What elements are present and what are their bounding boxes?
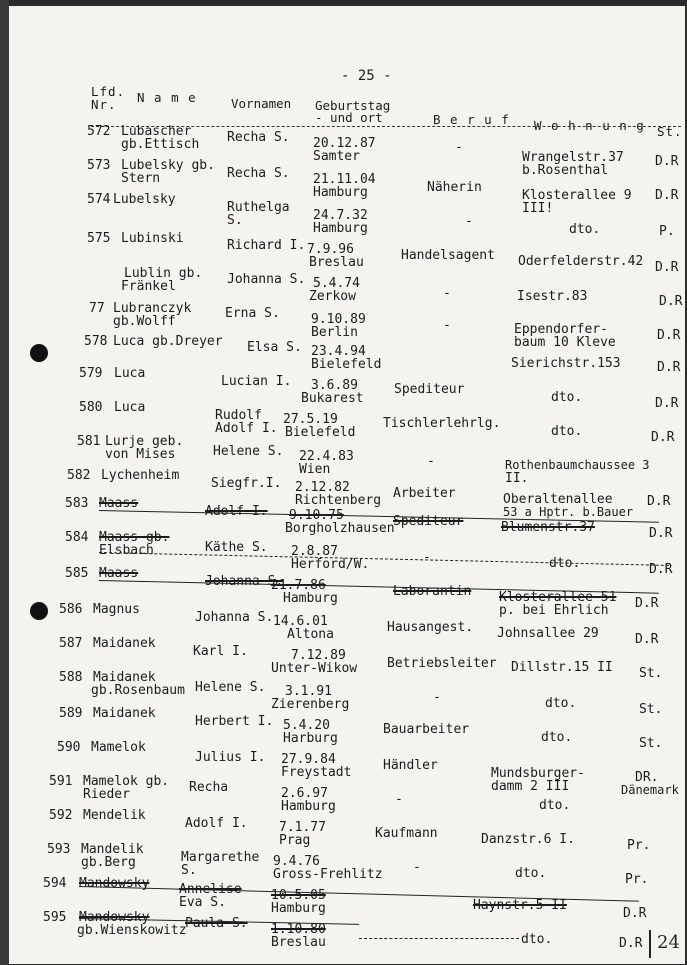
row-name: Mendelik xyxy=(83,808,146,823)
row-beruf: - xyxy=(465,214,473,229)
row-place: Hamburg xyxy=(281,799,336,814)
row-st: D.R xyxy=(657,328,681,343)
row-st: D.R xyxy=(655,396,679,411)
row-wohnung-2: II. xyxy=(505,471,529,486)
header-geburtstag: Geburtstag xyxy=(315,98,391,113)
row-nr: 581 xyxy=(77,434,101,449)
row-wohnung-2: III! xyxy=(522,201,554,216)
row-wohnung: dto. xyxy=(521,932,553,947)
row-wohnung: Oberaltenallee xyxy=(503,492,613,507)
row-date: 20.12.87 xyxy=(313,136,376,151)
row-date: 24.7.32 xyxy=(313,208,368,223)
row-name: Lubinski xyxy=(121,231,184,246)
row-nr: 586 xyxy=(59,602,83,617)
row-nr: 588 xyxy=(59,670,83,685)
row-vorname: Johanna S. xyxy=(227,272,306,287)
row-st-2: Dänemark xyxy=(621,783,679,797)
row-wohnung: Isestr.83 xyxy=(517,289,588,304)
row-vorname: Recha xyxy=(189,780,229,795)
document-page xyxy=(9,6,685,964)
row-name-2: Elsbach xyxy=(99,543,154,558)
row-nr: 573 xyxy=(87,158,111,173)
row-vorname: Ruthelga xyxy=(227,200,290,215)
row-nr: 584 xyxy=(65,530,89,545)
row-name: Mandowsky xyxy=(79,876,150,891)
row-beruf: - xyxy=(455,140,463,155)
row-wohnung: Klosterallee 9 xyxy=(522,188,632,203)
row-vorname: Lucian I. xyxy=(221,374,292,389)
row-name: Maidanek xyxy=(93,670,156,685)
row-name: Magnus xyxy=(93,602,140,617)
row-beruf: Bauarbeiter xyxy=(383,722,470,737)
row-wohnung-2: baum 10 Kleve xyxy=(514,335,616,350)
row-date: 1.10.80 xyxy=(271,922,326,937)
row-place: Borgholzhausen xyxy=(285,521,395,536)
row-name-2: Stern xyxy=(121,171,161,186)
row-place: Hamburg xyxy=(313,221,368,236)
header-vornamen: Vornamen xyxy=(231,96,292,111)
strike-through-line xyxy=(79,886,639,902)
row-date: 2.8.87 xyxy=(291,544,338,559)
row-nr: 574 xyxy=(87,192,111,207)
punch-hole xyxy=(30,344,48,362)
row-vorname: Annelise xyxy=(179,882,242,897)
row-wohnung: dto. xyxy=(569,222,601,237)
row-st: D.R xyxy=(647,494,671,509)
row-wohnung: Rothenbaumchaussee 3 xyxy=(505,458,650,472)
row-date: 2.12.82 xyxy=(295,480,350,495)
row-beruf: Kaufmann xyxy=(375,826,438,841)
row-vorname-2: S. xyxy=(181,863,197,878)
punch-hole xyxy=(30,602,48,620)
row-vorname-2: S. xyxy=(227,213,243,228)
row-st: D.R xyxy=(659,294,683,309)
row-vorname: Adolf I. xyxy=(185,816,248,831)
header-und-ort: - und ort xyxy=(315,110,383,125)
row-name-2: Rieder xyxy=(83,787,130,802)
row-beruf: - xyxy=(443,318,451,333)
row-name: Lubranczyk xyxy=(113,301,192,316)
row-name: Lubelsky gb. xyxy=(121,158,215,173)
row-place: Richtenberg xyxy=(295,493,382,508)
row-date: 22.4.83 xyxy=(299,449,354,464)
row-wohnung: Klosterallee 51 xyxy=(499,590,617,605)
row-name-2: Fränkel xyxy=(121,279,176,294)
row-beruf: Händler xyxy=(383,758,438,773)
row-wohnung: dto. xyxy=(549,556,581,571)
row-nr: 590 xyxy=(57,740,81,755)
row-beruf: - xyxy=(427,454,435,469)
row-date: 3.1.91 xyxy=(285,684,332,699)
row-name-2: gb.Wienskowitz xyxy=(77,923,187,938)
row-beruf: Spediteur xyxy=(394,382,465,397)
row-name: Mamelok gb. xyxy=(83,774,170,789)
row-vorname: Elsa S. xyxy=(247,340,302,355)
row-date: 7.12.89 xyxy=(291,648,346,663)
row-wohnung: dto. xyxy=(539,798,571,813)
row-name: Lurje geb. xyxy=(105,434,184,449)
row-place: Bielefeld xyxy=(285,425,356,440)
row-place: Hamburg xyxy=(283,591,338,606)
row-st: Pr. xyxy=(627,838,651,853)
row-vorname: Karl I. xyxy=(193,644,248,659)
header-wohnung: W o h n u n g xyxy=(534,118,645,133)
row-st: D.R xyxy=(655,188,679,203)
row-date: 9.10.89 xyxy=(311,312,366,327)
row-nr: 583 xyxy=(65,496,89,511)
row-vorname: Helene S. xyxy=(195,680,266,695)
row-place: Breslau xyxy=(309,255,364,270)
row-name: Lychenheim xyxy=(101,468,180,483)
row-date: 9.10.75 xyxy=(289,508,344,523)
row-name-2: gb.Ettisch xyxy=(121,137,200,152)
header-st: St. xyxy=(657,124,683,139)
row-name: Maass xyxy=(99,566,139,581)
row-st: St. xyxy=(639,736,663,751)
row-st: St. xyxy=(639,666,663,681)
row-beruf: Spediteur xyxy=(393,514,464,529)
row-place: Bielefeld xyxy=(311,357,382,372)
row-place: Harburg xyxy=(283,731,338,746)
row-wohnung-2: damm 2 III xyxy=(491,779,570,794)
row-beruf: Arbeiter xyxy=(393,486,456,501)
row-date: 9.4.76 xyxy=(273,854,320,869)
row-name-2: gb.Wolff xyxy=(113,314,176,329)
row-st: D.R xyxy=(655,154,679,169)
row-beruf: - xyxy=(443,286,451,301)
row-beruf: Näherin xyxy=(427,180,482,195)
row-wohnung-2: p. bei Ehrlich xyxy=(499,603,609,618)
row-place: Bukarest xyxy=(301,391,364,406)
row-nr: 77 xyxy=(89,301,105,316)
row-st: St. xyxy=(639,702,663,717)
row-place: Hamburg xyxy=(271,901,326,916)
header-name: N a m e xyxy=(137,90,197,105)
row-date: 21.11.04 xyxy=(313,172,376,187)
row-name: Mandelik xyxy=(81,842,144,857)
row-name: Mandowsky xyxy=(79,910,150,925)
header-lfd: Lfd. xyxy=(91,84,126,99)
row-vorname: Siegfr.I. xyxy=(211,476,282,491)
row-wohnung: Oderfelderstr.42 xyxy=(518,254,644,269)
row-nr: 587 xyxy=(59,636,83,651)
row-place: Unter-Wikow xyxy=(271,661,358,676)
row-vorname: Johanna S. xyxy=(195,610,274,625)
row-st: D.R xyxy=(649,526,673,541)
row-beruf: - xyxy=(423,550,431,565)
row-st: D.R xyxy=(619,936,643,951)
row-wohnung-2: 53 a Hptr. b.Bauer xyxy=(503,505,634,519)
row-place: Breslau xyxy=(271,935,326,950)
row-place: Samter xyxy=(313,149,360,164)
row-name: Lubascher xyxy=(121,124,192,139)
row-nr: 572 xyxy=(87,124,111,139)
row-beruf: Betriebsleiter xyxy=(387,656,497,671)
strike-through-line xyxy=(99,580,659,594)
row-wohnung: Haynstr.5 II xyxy=(473,898,567,913)
row-beruf: Handelsagent xyxy=(401,248,495,263)
row-nr: 592 xyxy=(49,808,73,823)
row-st: Pr. xyxy=(625,872,649,887)
row-vorname: Julius I. xyxy=(195,750,266,765)
row-beruf: - xyxy=(433,690,441,705)
row-vorname: Käthe S. xyxy=(205,540,268,555)
row-date: 10.5.05 xyxy=(271,888,326,903)
row-place: Freystadt xyxy=(281,765,352,780)
row-name: Luca xyxy=(114,366,146,381)
handwritten-page-note: 24 xyxy=(657,932,680,953)
row-vorname-2: Adolf I. xyxy=(215,421,278,436)
row-vorname: Rudolf xyxy=(215,408,262,423)
row-st: D.R xyxy=(657,360,681,375)
row-wohnung: dto. xyxy=(541,730,573,745)
row-name: Luca gb.Dreyer xyxy=(113,334,223,349)
row-name-2: gb.Berg xyxy=(81,855,136,870)
row-nr: 594 xyxy=(43,876,67,891)
row-date: 3.6.89 xyxy=(311,378,358,393)
row-vorname: Richard I. xyxy=(227,238,306,253)
row-name: Maass gb. xyxy=(99,530,170,545)
strike-through-line xyxy=(99,552,669,566)
row-wohnung-2: b.Rosenthal xyxy=(522,163,609,178)
row-vorname: Paula S. xyxy=(185,916,248,931)
row-nr: 593 xyxy=(47,842,71,857)
row-vorname: Recha S. xyxy=(227,130,290,145)
row-st: D.R xyxy=(655,260,679,275)
row-place: Zerkow xyxy=(309,289,356,304)
row-nr: 578 xyxy=(84,334,108,349)
row-nr: 589 xyxy=(59,706,83,721)
row-wohnung: dto. xyxy=(515,866,547,881)
row-nr: 580 xyxy=(79,400,103,415)
row-place: Gross-Frehlitz xyxy=(273,867,383,882)
row-beruf: Tischlerlehrlg. xyxy=(383,416,501,431)
header-nr: Nr. xyxy=(91,97,117,112)
row-place: Wien xyxy=(299,462,331,477)
row-date: 27.5.19 xyxy=(283,412,338,427)
row-place: Berlin xyxy=(311,325,358,340)
row-st: D.R xyxy=(651,430,675,445)
row-st: P. xyxy=(659,224,675,239)
row-name: Lublin gb. xyxy=(124,266,203,281)
row-nr: 579 xyxy=(79,366,103,381)
row-wohnung: Danzstr.6 I. xyxy=(481,832,575,847)
handwritten-stroke xyxy=(649,930,651,958)
row-name-2: von Mises xyxy=(105,447,176,462)
row-name-2: gb.Rosenbaum xyxy=(91,683,185,698)
row-vorname: Erna S. xyxy=(225,306,280,321)
row-place: Prag xyxy=(279,833,311,848)
row-place: Zierenberg xyxy=(271,697,350,712)
row-name: Lubelsky xyxy=(113,192,176,207)
row-wohnung: Mundsburger- xyxy=(491,766,585,781)
row-wohnung: dto. xyxy=(545,696,577,711)
row-beruf: Hausangest. xyxy=(387,620,474,635)
row-date: 21.7.86 xyxy=(271,578,326,593)
row-place: Herford/W. xyxy=(291,557,370,572)
row-name: Maass xyxy=(99,496,139,511)
row-vorname: Herbert I. xyxy=(195,714,274,729)
row-nr: 591 xyxy=(49,774,73,789)
row-wohnung: Sierichstr.153 xyxy=(511,356,621,371)
row-wohnung: Dillstr.15 II xyxy=(511,660,613,675)
row-vorname: Margarethe xyxy=(181,850,260,865)
row-name: Luca xyxy=(114,400,146,415)
row-vorname-2: Eva S. xyxy=(179,895,226,910)
row-beruf: Laborantin xyxy=(393,584,472,599)
row-place: Altona xyxy=(287,627,334,642)
page-number: - 25 - xyxy=(341,68,392,84)
row-st: D.R xyxy=(623,906,647,921)
row-st: D.R xyxy=(635,596,659,611)
row-nr: 575 xyxy=(87,231,111,246)
row-name: Maidanek xyxy=(93,706,156,721)
row-st: D.R xyxy=(649,562,673,577)
row-beruf: - xyxy=(413,860,421,875)
row-name: Maidanek xyxy=(93,636,156,651)
row-place: Hamburg xyxy=(313,185,368,200)
row-st: D.R xyxy=(635,632,659,647)
row-wohnung: dto. xyxy=(551,424,583,439)
row-wohnung: Wrangelstr.37 xyxy=(522,150,624,165)
row-beruf: - xyxy=(395,792,403,807)
row-wohnung: Blumenstr.37 xyxy=(501,520,595,535)
row-nr: 595 xyxy=(43,910,67,925)
row-nr: 582 xyxy=(67,468,91,483)
strike-through-line xyxy=(359,938,519,939)
row-date: 23.4.94 xyxy=(311,344,366,359)
row-date: 5.4.74 xyxy=(313,276,360,291)
scan-edge xyxy=(0,0,9,965)
row-date: 5.4.20 xyxy=(283,718,330,733)
row-wohnung: dto. xyxy=(551,390,583,405)
header-beruf: B e r u f xyxy=(433,112,510,127)
row-date: 14.6.01 xyxy=(273,614,328,629)
row-vorname: Recha S. xyxy=(227,166,290,181)
row-nr: 585 xyxy=(65,566,89,581)
row-date: 27.9.84 xyxy=(281,752,336,767)
row-date: 7.1.77 xyxy=(279,820,326,835)
row-date: 2.6.97 xyxy=(281,786,328,801)
row-vorname: Johanna S. xyxy=(205,574,284,589)
row-st: DR. xyxy=(635,770,659,785)
row-vorname: Adolf I. xyxy=(205,504,268,519)
row-date: 7.9.96 xyxy=(307,242,354,257)
row-vorname: Helene S. xyxy=(213,444,284,459)
row-wohnung: Johnsallee 29 xyxy=(497,626,599,641)
row-name: Mamelok xyxy=(91,740,146,755)
row-wohnung: Eppendorfer- xyxy=(514,322,608,337)
